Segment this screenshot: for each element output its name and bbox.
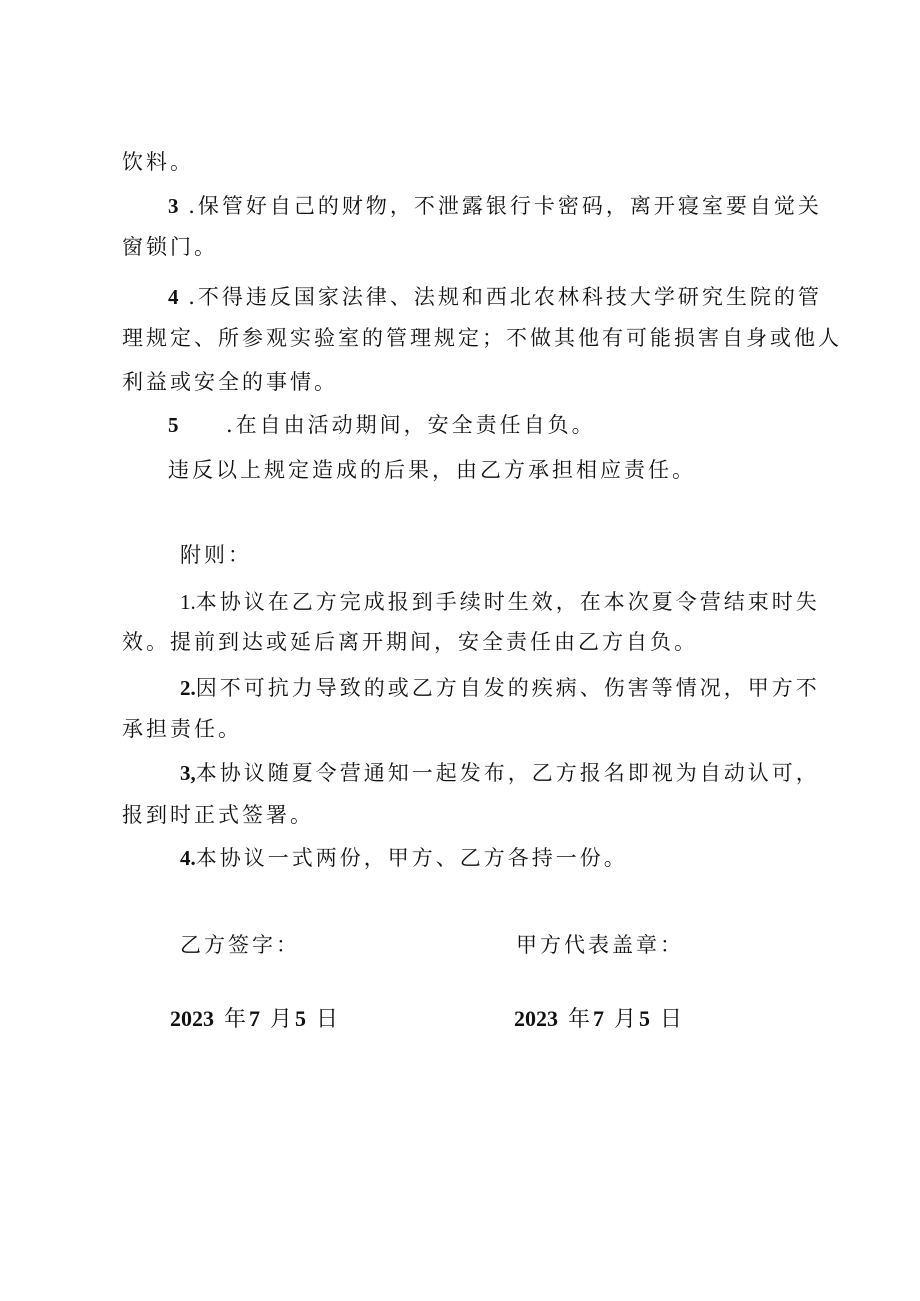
party-b-date: 2023 年7 月5 日: [170, 1006, 342, 1032]
rule-item-5: 5 .在自由活动期间，安全责任自负。: [168, 413, 596, 437]
party-b-signature-label: 乙方签字：: [180, 933, 300, 957]
text-line: 承担责任。: [122, 717, 242, 741]
rule-item-3: 3 .保管好自己的财物，不泄露银行卡密码，离开寝室要自觉关: [168, 194, 822, 218]
appendix-item-1: 1.本协议在乙方完成报到手续时生效，在本次夏令营结束时失: [180, 590, 820, 614]
text-line: 饮料。: [122, 150, 194, 174]
party-a-date: 2023 年7 月5 日: [514, 1006, 686, 1032]
rule-item-4: 4 .不得违反国家法律、法规和西北农林科技大学研究生院的管: [168, 285, 822, 309]
appendix-heading: 附则：: [180, 543, 252, 567]
appendix-item-3: 3,本协议随夏令营通知一起发布，乙方报名即视为自动认可，: [180, 761, 820, 785]
text-line: 效。提前到达或延后离开期间，安全责任由乙方自负。: [122, 630, 698, 654]
appendix-item-2: 2.因不可抗力导致的或乙方自发的疾病、伤害等情况，甲方不: [180, 676, 820, 700]
appendix-item-4: 4.本协议一式两份，甲方、乙方各持一份。: [180, 846, 628, 870]
party-a-seal-label: 甲方代表盖章：: [516, 933, 684, 957]
text-line: 窗锁门。: [122, 235, 218, 259]
consequence-line: 违反以上规定造成的后果，由乙方承担相应责任。: [168, 458, 696, 482]
text-line: 理规定、所参观实验室的管理规定；不做其他有可能损害自身或他人: [122, 326, 842, 350]
text-line: 报到时正式签署。: [122, 803, 314, 827]
text-line: 利益或安全的事情。: [122, 370, 338, 394]
